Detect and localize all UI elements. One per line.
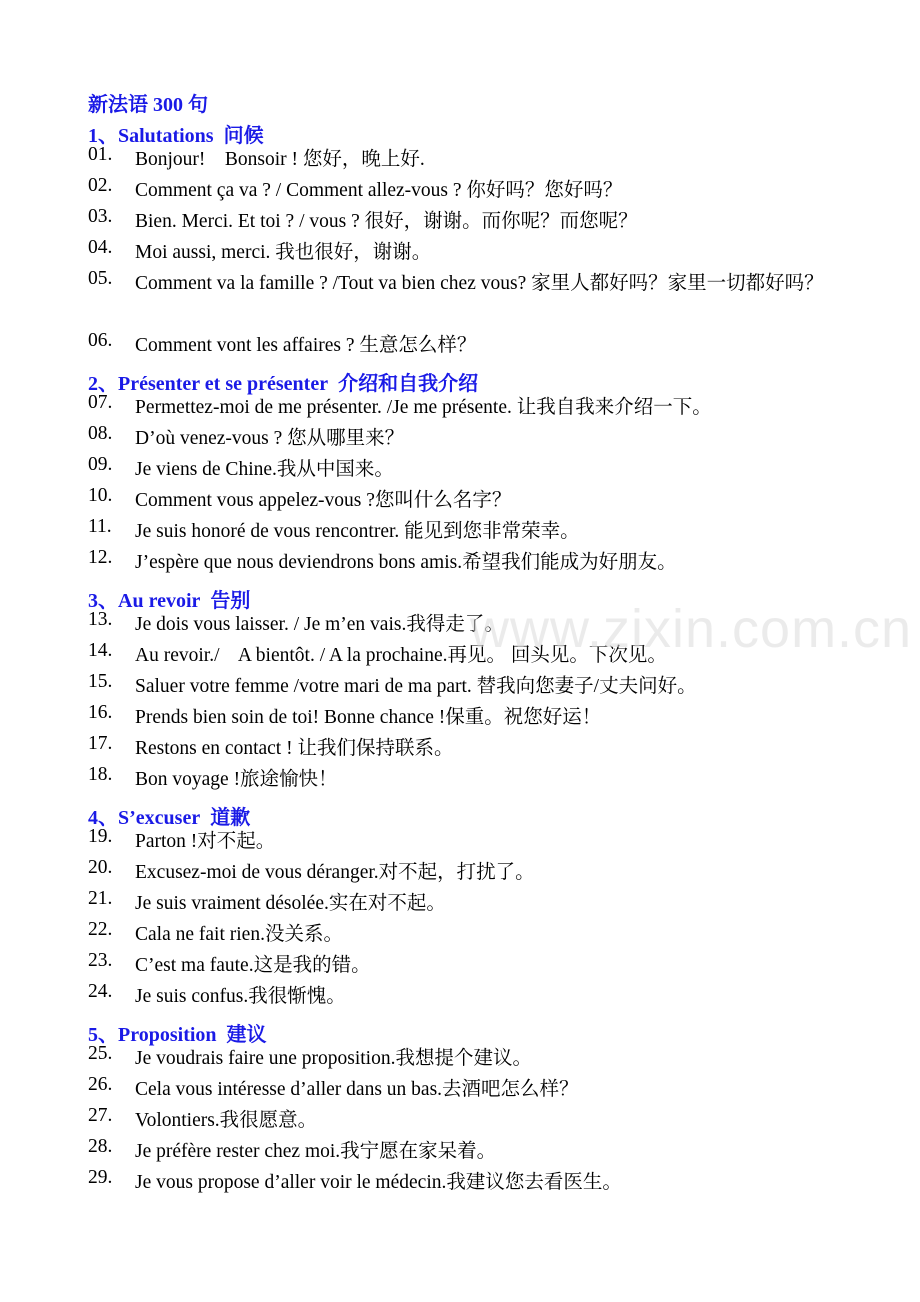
phrase-number: 23. [88, 950, 113, 971]
phrase-text: Je suis honoré de vous rencontrer. 能见到您非常荣幸。 [135, 521, 580, 542]
phrase-text: Bonjour! Bonsoir ! 您好，晚上好. [135, 149, 425, 170]
phrase-item [88, 919, 848, 950]
section-title-zh: 建议 [226, 1024, 267, 1046]
phrase-item [88, 702, 848, 733]
phrase-number: 07. [88, 392, 113, 413]
phrase-number: 15. [88, 671, 113, 692]
phrase-number: 18. [88, 764, 113, 785]
phrase-item [88, 237, 848, 268]
phrase-number: 20. [88, 857, 113, 878]
phrase-text: Restons en contact ! 让我们保持联系。 [135, 738, 454, 759]
section-title-zh: 告别 [210, 590, 251, 612]
section-number: 3、 [88, 590, 118, 612]
phrase-text: C’est ma faute.这是我的错。 [135, 955, 371, 976]
phrase-number: 02. [88, 175, 113, 196]
phrase-number: 27. [88, 1105, 113, 1126]
phrase-item [88, 268, 848, 299]
phrase-number: 01. [88, 144, 113, 165]
phrase-number: 29. [88, 1167, 113, 1188]
phrase-number: 09. [88, 454, 113, 475]
phrase-number: 05. [88, 268, 113, 289]
section-title-fr: Proposition [118, 1024, 217, 1046]
phrase-item [88, 1167, 848, 1198]
phrase-text: D’où venez-vous ? 您从哪里来？ [135, 428, 405, 449]
section-title-fr: Salutations [118, 125, 214, 147]
phrase-number: 08. [88, 423, 113, 444]
phrase-item [88, 1043, 848, 1074]
phrase-item [88, 547, 848, 578]
phrase-number: 03. [88, 206, 113, 227]
phrase-text: Bon voyage !旅途愉快！ [135, 769, 338, 790]
section-title-zh: 介绍和自我介绍 [338, 373, 479, 395]
phrase-text: Bien. Merci. Et toi ? / vous ? 很好，谢谢。而你呢？而您呢？ [135, 211, 638, 232]
phrase-number: 25. [88, 1043, 113, 1064]
phrase-text: Je viens de Chine.我从中国来。 [135, 459, 394, 480]
phrase-text: Comment va la famille ? /Tout va bien chez vous? 家里人都好吗？家里一切都好吗？ [135, 273, 824, 294]
watermark: www.zixin.com.cn [470, 599, 913, 659]
phrase-text: Volontiers.我很愿意。 [135, 1110, 318, 1131]
phrase-item [88, 206, 848, 237]
phrase-text: Je vous propose d’aller voir le médecin.我建议您去看医生。 [135, 1172, 622, 1193]
phrase-item [88, 981, 848, 1012]
phrase-item [88, 485, 848, 516]
phrase-item [88, 733, 848, 764]
phrase-item [88, 888, 848, 919]
phrase-text: Excusez-moi de vous déranger.对不起，打扰了。 [135, 862, 535, 883]
phrase-text: Cela vous intéresse d’aller dans un bas.去酒吧怎么样？ [135, 1079, 579, 1100]
phrase-number: 11. [88, 516, 112, 537]
phrase-text: Comment ça va ? / Comment allez-vous ? 你好吗？您好吗？ [135, 180, 623, 201]
phrase-number: 26. [88, 1074, 113, 1095]
phrase-text: Je suis confus.我很惭愧。 [135, 986, 346, 1007]
phrase-item [88, 1136, 848, 1167]
phrase-text: Au revoir./ A bientôt. / A la prochaine.再见。 回头见。下次见。 [135, 645, 667, 666]
phrase-item [88, 609, 848, 640]
phrase-text: Je suis vraiment désolée.实在对不起。 [135, 893, 446, 914]
phrase-number: 28. [88, 1136, 113, 1157]
section-title-zh: 道歉 [210, 807, 251, 829]
phrase-item [88, 1074, 848, 1105]
phrase-item [88, 516, 848, 547]
section-title-fr: Présenter et se présenter [118, 373, 329, 395]
phrase-number: 21. [88, 888, 113, 909]
phrase-text: Moi aussi, merci. 我也很好，谢谢。 [135, 242, 432, 263]
phrase-item [88, 454, 848, 485]
phrase-text: Je voudrais faire une proposition.我想提个建议。 [135, 1048, 532, 1069]
phrase-number: 19. [88, 826, 113, 847]
phrase-number: 12. [88, 547, 113, 568]
phrase-number: 22. [88, 919, 113, 940]
phrase-text: Je préfère rester chez moi.我宁愿在家呆着。 [135, 1141, 497, 1162]
phrase-number: 17. [88, 733, 113, 754]
phrase-item [88, 950, 848, 981]
phrase-number: 13. [88, 609, 113, 630]
section-title-fr: S’excuser [118, 807, 201, 829]
phrase-item [88, 144, 848, 175]
phrase-text: J’espère que nous deviendrons bons amis.希望我们能成为好朋友。 [135, 552, 677, 573]
phrase-text: Permettez-moi de me présenter. /Je me présente. 让我自我来介绍一下。 [135, 397, 712, 418]
section-title-fr: Au revoir [118, 590, 201, 612]
phrase-number: 10. [88, 485, 113, 506]
phrase-item [88, 423, 848, 454]
phrase-number: 24. [88, 981, 113, 1002]
phrase-text: Comment vous appelez-vous ?您叫什么名字？ [135, 490, 512, 511]
phrase-number: 06. [88, 330, 113, 351]
phrase-text: Cala ne fait rien.没关系。 [135, 924, 343, 945]
phrase-item [88, 175, 848, 206]
phrase-text: Je dois vous laisser. / Je m’en vais.我得走了。 [135, 614, 504, 635]
phrase-item [88, 640, 848, 671]
phrase-item [88, 764, 848, 795]
phrase-item [88, 330, 848, 361]
phrase-number: 16. [88, 702, 113, 723]
section-number: 1、 [88, 125, 118, 147]
phrase-text: Comment vont les affaires ? 生意怎么样？ [135, 335, 477, 356]
section-number: 5、 [88, 1024, 118, 1046]
phrase-item [88, 1105, 848, 1136]
phrase-text: Prends bien soin de toi! Bonne chance !保重。祝您好运！ [135, 707, 602, 728]
section-number: 4、 [88, 807, 118, 829]
phrase-item [88, 857, 848, 888]
section-number: 2、 [88, 373, 118, 395]
document-title: 新法语 300 句 [88, 94, 208, 116]
phrase-text: Parton !对不起。 [135, 831, 276, 852]
phrase-number: 04. [88, 237, 113, 258]
phrase-item [88, 826, 848, 857]
phrase-item [88, 671, 848, 702]
phrase-text: Saluer votre femme /votre mari de ma part. 替我向您妻子/丈夫问好。 [135, 676, 697, 697]
phrase-item [88, 392, 848, 423]
phrase-number: 14. [88, 640, 113, 661]
section-title-zh: 问候 [223, 125, 264, 147]
